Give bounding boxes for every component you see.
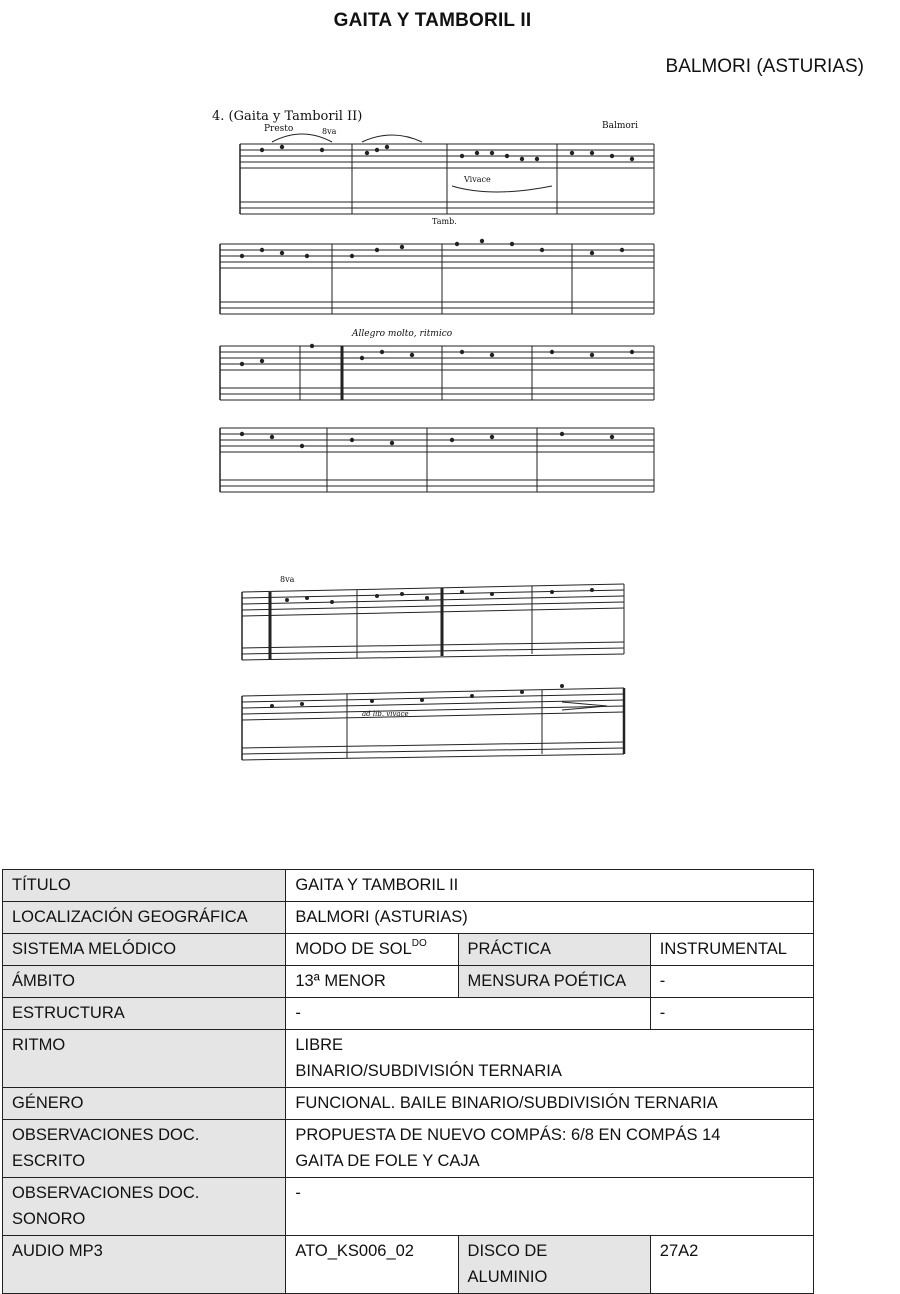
ritmo-value-line-2: BINARIO/SUBDIVISIÓN TERNARIA [295, 1062, 562, 1080]
estructura-value-2: - [650, 998, 813, 1030]
obs-escrito-label: OBSERVACIONES DOC. ESCRITO [3, 1120, 286, 1178]
disco-label-line-2: ALUMINIO [467, 1268, 548, 1286]
staff-system-2 [220, 244, 654, 314]
score-composer: Balmori [602, 121, 638, 131]
obs-sonoro-label: OBSERVACIONES DOC. SONORO [3, 1178, 286, 1236]
disco-label [458, 1236, 650, 1294]
row-titulo [3, 870, 814, 902]
practica-label: PRÁCTICA [458, 934, 650, 966]
row-estructura [3, 998, 814, 1030]
score-tamb: Tamb. [432, 217, 457, 226]
titulo-value: GAITA Y TAMBORIL II [286, 870, 814, 902]
sistema-value [286, 934, 458, 966]
row-obs-escrito [3, 1120, 814, 1178]
staff-system-1 [240, 134, 654, 214]
disco-value: 27A2 [650, 1236, 813, 1294]
audio-label: AUDIO MP3 [3, 1236, 286, 1294]
sistema-label: SISTEMA MELÓDICO [3, 934, 286, 966]
audio-value: ATO_KS006_02 [286, 1236, 458, 1294]
music-score-fragment-image [232, 556, 632, 770]
estructura-value: - [286, 998, 650, 1030]
row-genero [3, 1088, 814, 1120]
notes-system-3 [240, 344, 634, 366]
score-heading: 4. (Gaita y Tamboril II) [212, 109, 363, 124]
estructura-label: ESTRUCTURA [3, 998, 286, 1030]
titulo-label: TÍTULO [3, 870, 286, 902]
practica-value: INSTRUMENTAL [650, 934, 813, 966]
localizacion-value: BALMORI (ASTURIAS) [286, 902, 814, 934]
ritmo-value-line-1: LIBRE [295, 1036, 344, 1054]
score-vivace: Vivace [464, 175, 491, 184]
sistema-value-text: MODO DE SOL [295, 940, 412, 958]
row-ritmo [3, 1030, 814, 1088]
fragment-system-1 [242, 584, 624, 660]
staff-system-3 [220, 346, 654, 400]
score-allegro: Allegro molto, ritmico [352, 329, 453, 339]
row-localizacion [3, 902, 814, 934]
localizacion-label: LOCALIZACIÓN GEOGRÁFICA [3, 902, 286, 934]
row-ambito [3, 966, 814, 998]
score-tempo: Presto [264, 124, 294, 134]
metadata-table [2, 869, 814, 1294]
obs-escrito-value [286, 1120, 814, 1178]
fragment-system-2 [242, 688, 624, 760]
mensura-value: - [650, 966, 813, 998]
obs-escrito-line-2: GAITA DE FOLE Y CAJA [295, 1152, 480, 1170]
ambito-label: ÁMBITO [3, 966, 286, 998]
notes-system-2 [240, 239, 624, 258]
ritmo-value [286, 1030, 814, 1088]
obs-sonoro-value: - [286, 1178, 814, 1236]
row-obs-sonoro [3, 1178, 814, 1236]
disco-label-line-1: DISCO DE [467, 1242, 548, 1260]
row-audio [3, 1236, 814, 1294]
page-title: GAITA Y TAMBORIL II [333, 10, 532, 31]
staff-system-4 [220, 428, 654, 492]
fragment-adlib: ad lib. vivace [362, 710, 409, 718]
row-sistema [3, 934, 814, 966]
genero-label: GÉNERO [3, 1088, 286, 1120]
ambito-value: 13ª MENOR [286, 966, 458, 998]
genero-value: FUNCIONAL. BAILE BINARIO/SUBDIVISIÓN TERNARIA [286, 1088, 814, 1120]
mensura-label: MENSURA POÉTICA [458, 966, 650, 998]
obs-escrito-line-1: PROPUESTA DE NUEVO COMPÁS: 6/8 EN COMPÁS 14 [295, 1126, 721, 1144]
location-heading: BALMORI (ASTURIAS) [665, 56, 864, 77]
score-ottava: 8va [322, 127, 337, 136]
sistema-superscript: DO [411, 938, 427, 949]
music-score-image [192, 98, 662, 526]
ritmo-label: RITMO [3, 1030, 286, 1088]
fragment-ottava: 8va [280, 575, 295, 584]
